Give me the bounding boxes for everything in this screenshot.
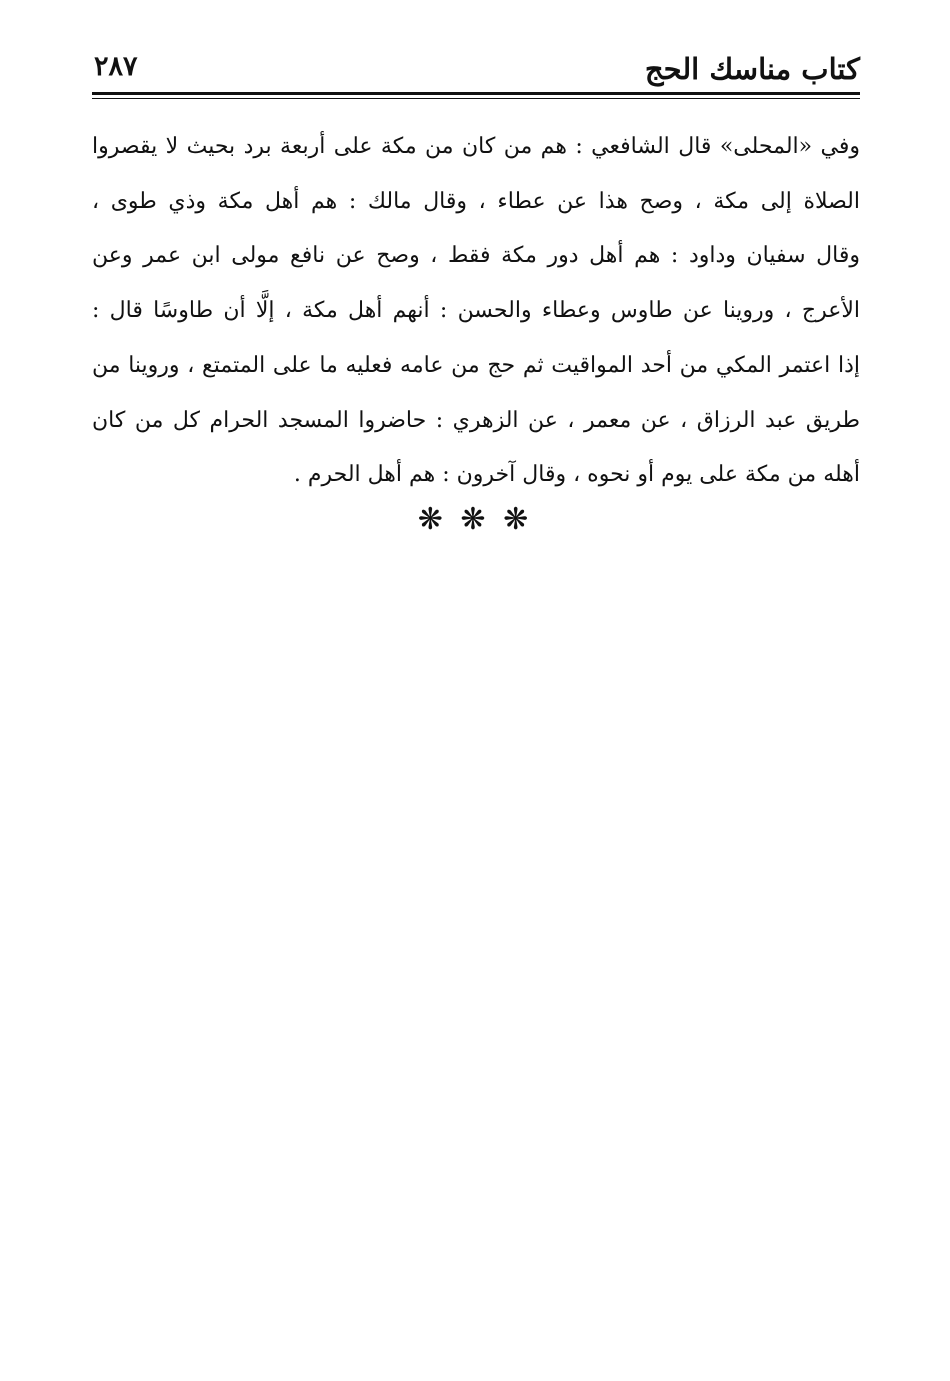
page-header — [92, 44, 860, 94]
text-line-7: أهله من مكة على يوم أو نحوه ، وقال آخرون : هم أهل الحرم . — [293, 462, 860, 488]
text-line-1: وفي «المحلى» قال الشافعي : هم من كان من مكة على أربعة برد بحيث لا يقصروا — [92, 134, 860, 159]
text-line-4: الأعرج ، وروينا عن طاوس وعطاء والحسن : أنهم أهل مكة ، إلَّا أن طاوسًا قال : — [92, 298, 860, 324]
section-separator-ornament: ❋ ❋ ❋ — [417, 502, 533, 537]
text-line-5: إذا اعتمر المكي من أحد المواقيت ثم حج من عامه فعليه ما على المتمتع ، وروينا من — [92, 352, 860, 378]
page-number: ٢٨٧ — [94, 51, 138, 82]
text-line-2: الصلاة إلى مكة ، وصح هذا عن عطاء ، وقال مالك : هم أهل مكة وذي طوى ، — [92, 188, 860, 214]
running-title: كتاب مناسك الحج — [644, 52, 860, 86]
text-line-6: طريق عبد الرزاق ، عن معمر ، عن الزهري : حاضروا المسجد الحرام كل من كان — [92, 407, 860, 433]
body-paragraph — [92, 120, 860, 503]
text-line-3: وقال سفيان وداود : هم أهل دور مكة فقط ، وصح عن نافع مولى ابن عمر وعن — [92, 243, 860, 269]
header-rule-thick — [92, 92, 860, 95]
header-rule-thin — [92, 98, 860, 99]
